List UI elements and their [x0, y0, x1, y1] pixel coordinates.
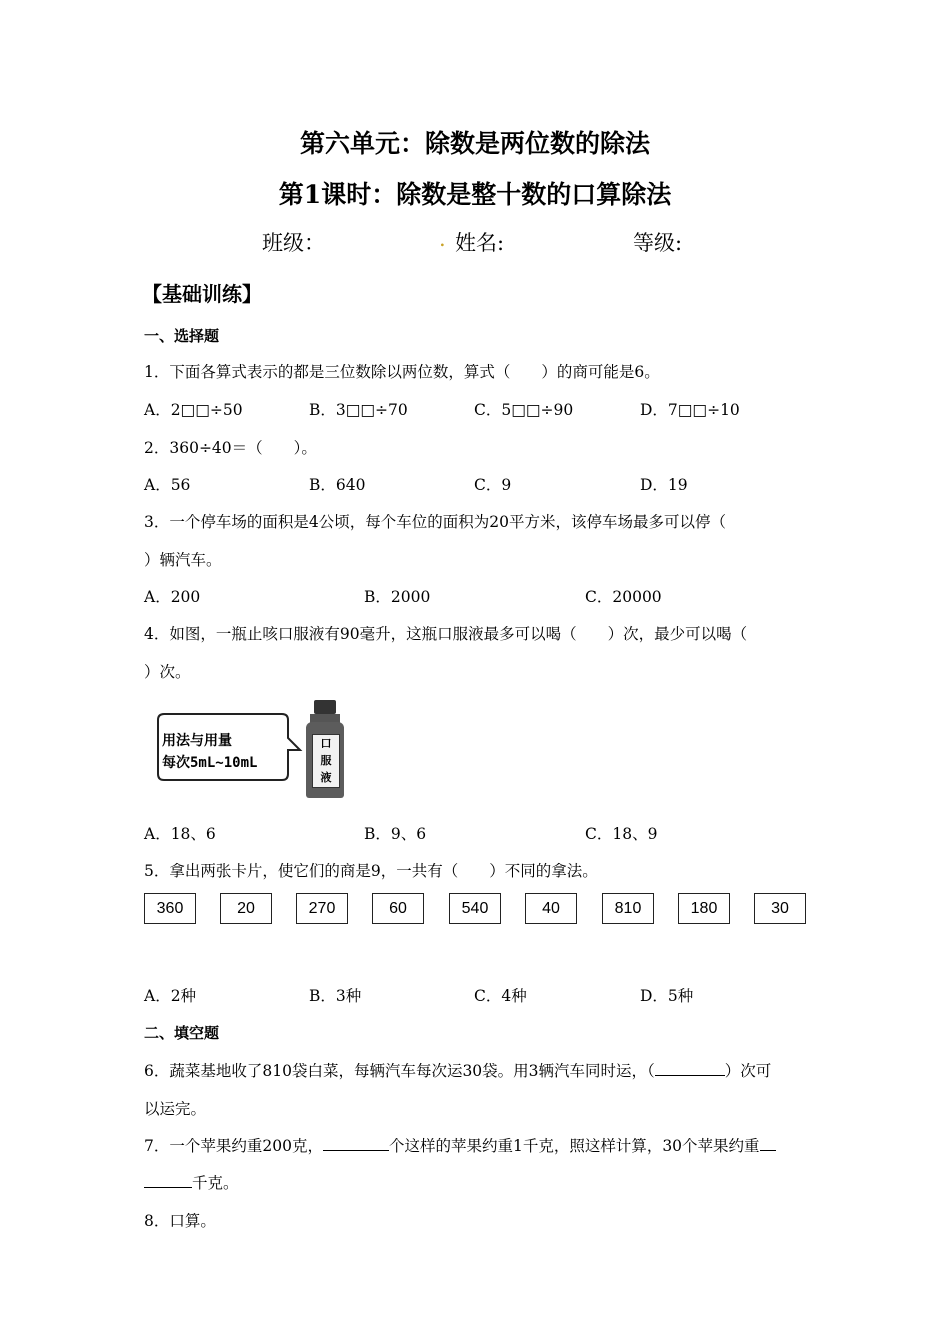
question-3-line1: 3．一个停车场的面积是4公顷，每个车位的面积为20平方米，该停车场最多可以停（ — [144, 513, 726, 531]
q1-option-a[interactable]: A．2□□÷50 — [144, 401, 243, 419]
bottle-label-1: 口 — [320, 737, 332, 750]
grade-label: 等级: — [633, 231, 683, 255]
page-title: 第六单元：除数是两位数的除法 — [299, 129, 650, 158]
q3-option-a[interactable]: A．200 — [144, 588, 201, 606]
number-card[interactable]: 270 — [296, 893, 348, 924]
separator-dot: . — [439, 227, 446, 251]
q5-option-d[interactable]: D．5种 — [640, 987, 694, 1005]
q6-text-b: ）次可 — [724, 1062, 772, 1080]
number-card[interactable]: 180 — [678, 893, 730, 924]
q7-text-c: 千克。 — [192, 1174, 239, 1192]
q7-text-b: 个这样的苹果约重1千克，照这样计算，30个苹果约重 — [388, 1137, 760, 1155]
number-card[interactable]: 20 — [220, 893, 272, 924]
q7-blank-2a[interactable] — [760, 1136, 776, 1151]
section-title: 【基础训练】 — [142, 282, 262, 306]
q4-option-a[interactable]: A．18、6 — [144, 825, 216, 843]
q2-option-c[interactable]: C．9 — [474, 476, 512, 494]
q1-option-c[interactable]: C．5□□÷90 — [474, 401, 574, 419]
question-7-line2 — [144, 1171, 239, 1193]
bottle-icon — [304, 700, 346, 800]
name-label: 姓名: — [455, 231, 505, 255]
q2-option-d[interactable]: D．19 — [640, 476, 688, 494]
number-card[interactable]: 30 — [754, 893, 806, 924]
bubble-text-1: 用法与用量 — [162, 733, 232, 749]
question-6-line1 — [144, 1059, 771, 1081]
question-6-line2: 以运完。 — [144, 1100, 207, 1118]
q2-option-b[interactable]: B．640 — [309, 476, 366, 494]
number-card[interactable]: 810 — [602, 893, 654, 924]
number-card[interactable]: 540 — [449, 893, 501, 924]
dosage-figure — [150, 700, 350, 805]
q7-blank-2b[interactable] — [144, 1173, 192, 1188]
q4-option-b[interactable]: B．9、6 — [364, 825, 427, 843]
class-label: 班级： — [262, 231, 325, 255]
question-4-line2: ）次。 — [144, 663, 191, 681]
q1-option-b[interactable]: B．3□□÷70 — [309, 401, 408, 419]
question-7-line1 — [144, 1134, 776, 1156]
question-2: 2．360÷40＝（ ）。 — [144, 439, 317, 457]
bottle-label-3: 液 — [320, 771, 332, 784]
question-3-line2: ）辆汽车。 — [144, 551, 222, 569]
q3-option-b[interactable]: B．2000 — [364, 588, 431, 606]
question-1: 1．下面各算式表示的都是三位数除以两位数，算式（ ）的商可能是6。 — [144, 363, 660, 381]
lesson-subtitle: 第1课时：除数是整十数的口算除法 — [278, 180, 672, 209]
number-card[interactable]: 360 — [144, 893, 196, 924]
q7-blank-1[interactable] — [323, 1136, 389, 1151]
q5-option-b[interactable]: B．3种 — [309, 987, 362, 1005]
q5-option-a[interactable]: A．2种 — [144, 987, 197, 1005]
question-4-line1: 4．如图，一瓶止咳口服液有90毫升，这瓶口服液最多可以喝（ ）次，最少可以喝（ — [144, 625, 748, 643]
part-heading-fill: 二、填空题 — [144, 1024, 220, 1042]
number-card[interactable]: 60 — [372, 893, 424, 924]
bubble-text-2: 每次5mL~10mL — [162, 755, 258, 771]
part-heading-choice: 一、选择题 — [144, 327, 220, 345]
q1-option-d[interactable]: D．7□□÷10 — [640, 401, 740, 419]
q7-text-a: 7．一个苹果约重200克， — [144, 1137, 323, 1155]
q6-blank[interactable] — [655, 1061, 725, 1076]
number-card[interactable]: 40 — [525, 893, 577, 924]
question-8: 8．口算。 — [144, 1212, 216, 1230]
question-5: 5．拿出两张卡片，使它们的商是9，一共有（ ）不同的拿法。 — [144, 862, 598, 880]
q2-option-a[interactable]: A．56 — [144, 476, 191, 494]
q5-option-c[interactable]: C．4种 — [474, 987, 527, 1005]
q4-option-c[interactable]: C．18、9 — [585, 825, 658, 843]
bottle-label-2: 服 — [320, 754, 332, 767]
q3-option-c[interactable]: C．20000 — [585, 588, 662, 606]
q6-text-a: 6．蔬菜基地收了810袋白菜，每辆汽车每次运30袋。用3辆汽车同时运，（ — [144, 1062, 655, 1080]
